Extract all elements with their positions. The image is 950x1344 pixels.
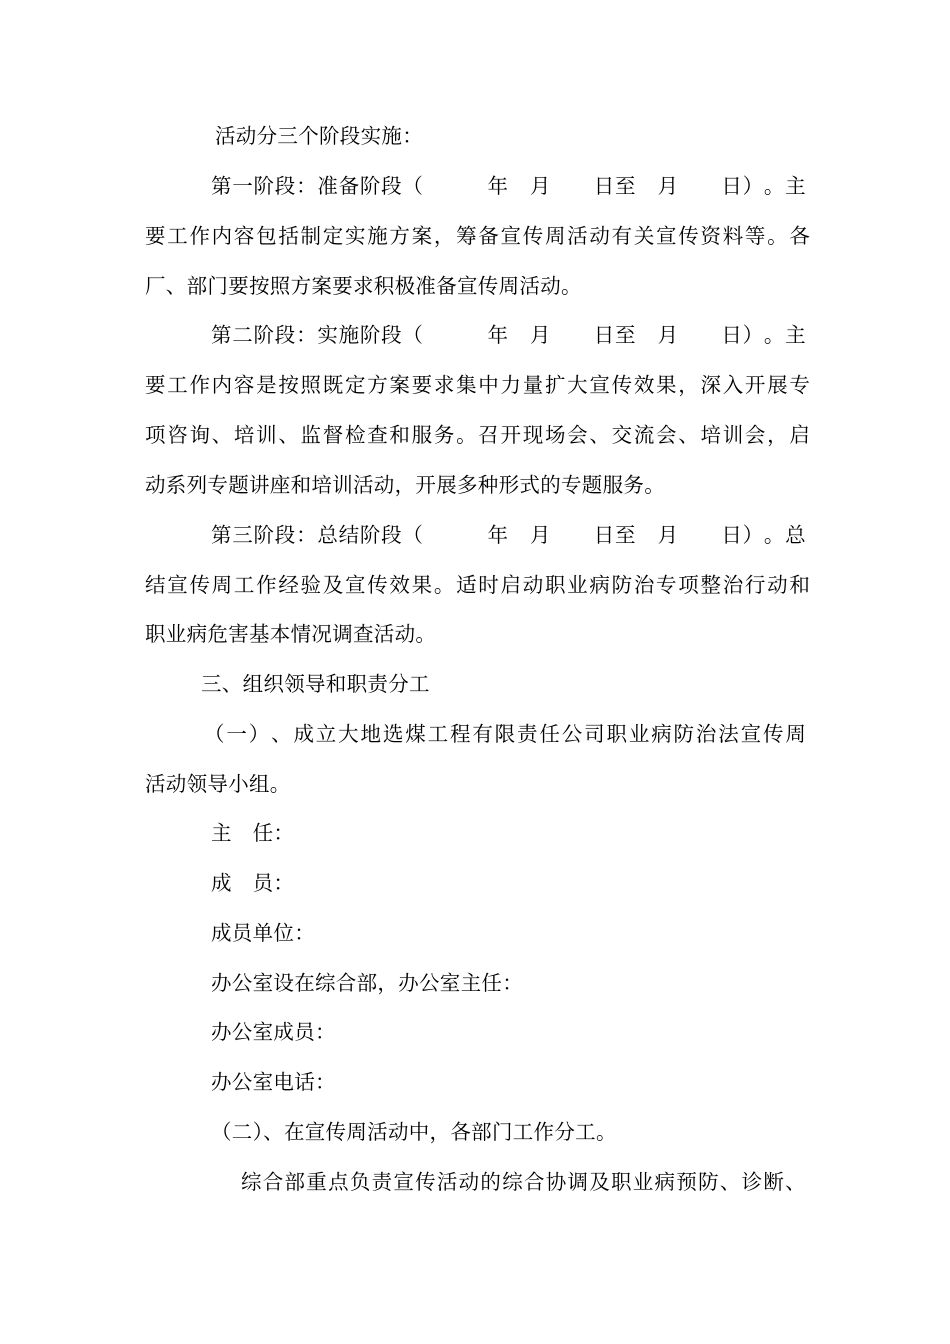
body-line: 第 二 阶 段 ： 实 施 阶 段 （ 年 月 日 至 月 日 ） 。 主 — [211, 323, 806, 347]
body-line: 项 咨 询 、 培 训 、 监 督 检 查 和 服 务 。 召 开 现 场 会 、 交 流 会 、 培 训 会 ， 启 — [145, 423, 810, 447]
field-label-members: 成 员： — [211, 871, 295, 895]
body-line: 要 工 作 内 容 包 括 制 定 实 施 方 案 ， 筹 备 宣 传 周 活 动 有 关 宣 传 资 料 等 。 各 — [145, 224, 810, 248]
field-label-office-phone: 办公室电话： — [211, 1070, 336, 1094]
field-label-office-members: 办公室成员： — [211, 1020, 336, 1044]
body-line: 活动领导小组。 — [145, 772, 291, 796]
body-line: （二）、在宣传周活动中，各部门工作分工。 — [211, 1120, 617, 1144]
body-line: 厂、部门要按照方案要求积极准备宣传周活动。 — [145, 274, 582, 298]
body-line: 职业病危害基本情况调查活动。 — [145, 622, 437, 646]
body-line: （ 一 ） 、 成 立 大 地 选 煤 工 程 有 限 责 任 公 司 职 业 病 防 治 法 宣 传 周 — [204, 722, 806, 746]
body-line: 活动分三个阶段实施： — [215, 124, 423, 148]
section-heading: 三、组织领导和职责分工 — [201, 672, 430, 696]
body-line: 动系列专题讲座和培训活动，开展多种形式的专题服务。 — [145, 473, 665, 497]
body-line: 结 宣 传 周 工 作 经 验 及 宣 传 效 果 。 适 时 启 动 职 业 病 防 治 专 项 整 治 行 动 和 — [145, 573, 810, 597]
body-line: 要 工 作 内 容 是 按 照 既 定 方 案 要 求 集 中 力 量 扩 大 宣 传 效 果 ， 深 入 开 展 专 — [145, 373, 810, 397]
body-line: 第 一 阶 段 ： 准 备 阶 段 （ 年 月 日 至 月 日 ） 。 主 — [211, 174, 806, 198]
body-line: 第 三 阶 段 ： 总 结 阶 段 （ 年 月 日 至 月 日 ） 。 总 — [211, 523, 806, 547]
field-label-member-units: 成员单位： — [211, 921, 315, 945]
field-label-director: 主 任： — [211, 821, 295, 845]
field-label-office-director: 办公室设在综合部，办公室主任： — [211, 971, 523, 995]
body-line: 综 合 部 重 点 负 责 宣 传 活 动 的 综 合 协 调 及 职 业 病 预 防 、 诊 断 、 — [241, 1170, 806, 1194]
